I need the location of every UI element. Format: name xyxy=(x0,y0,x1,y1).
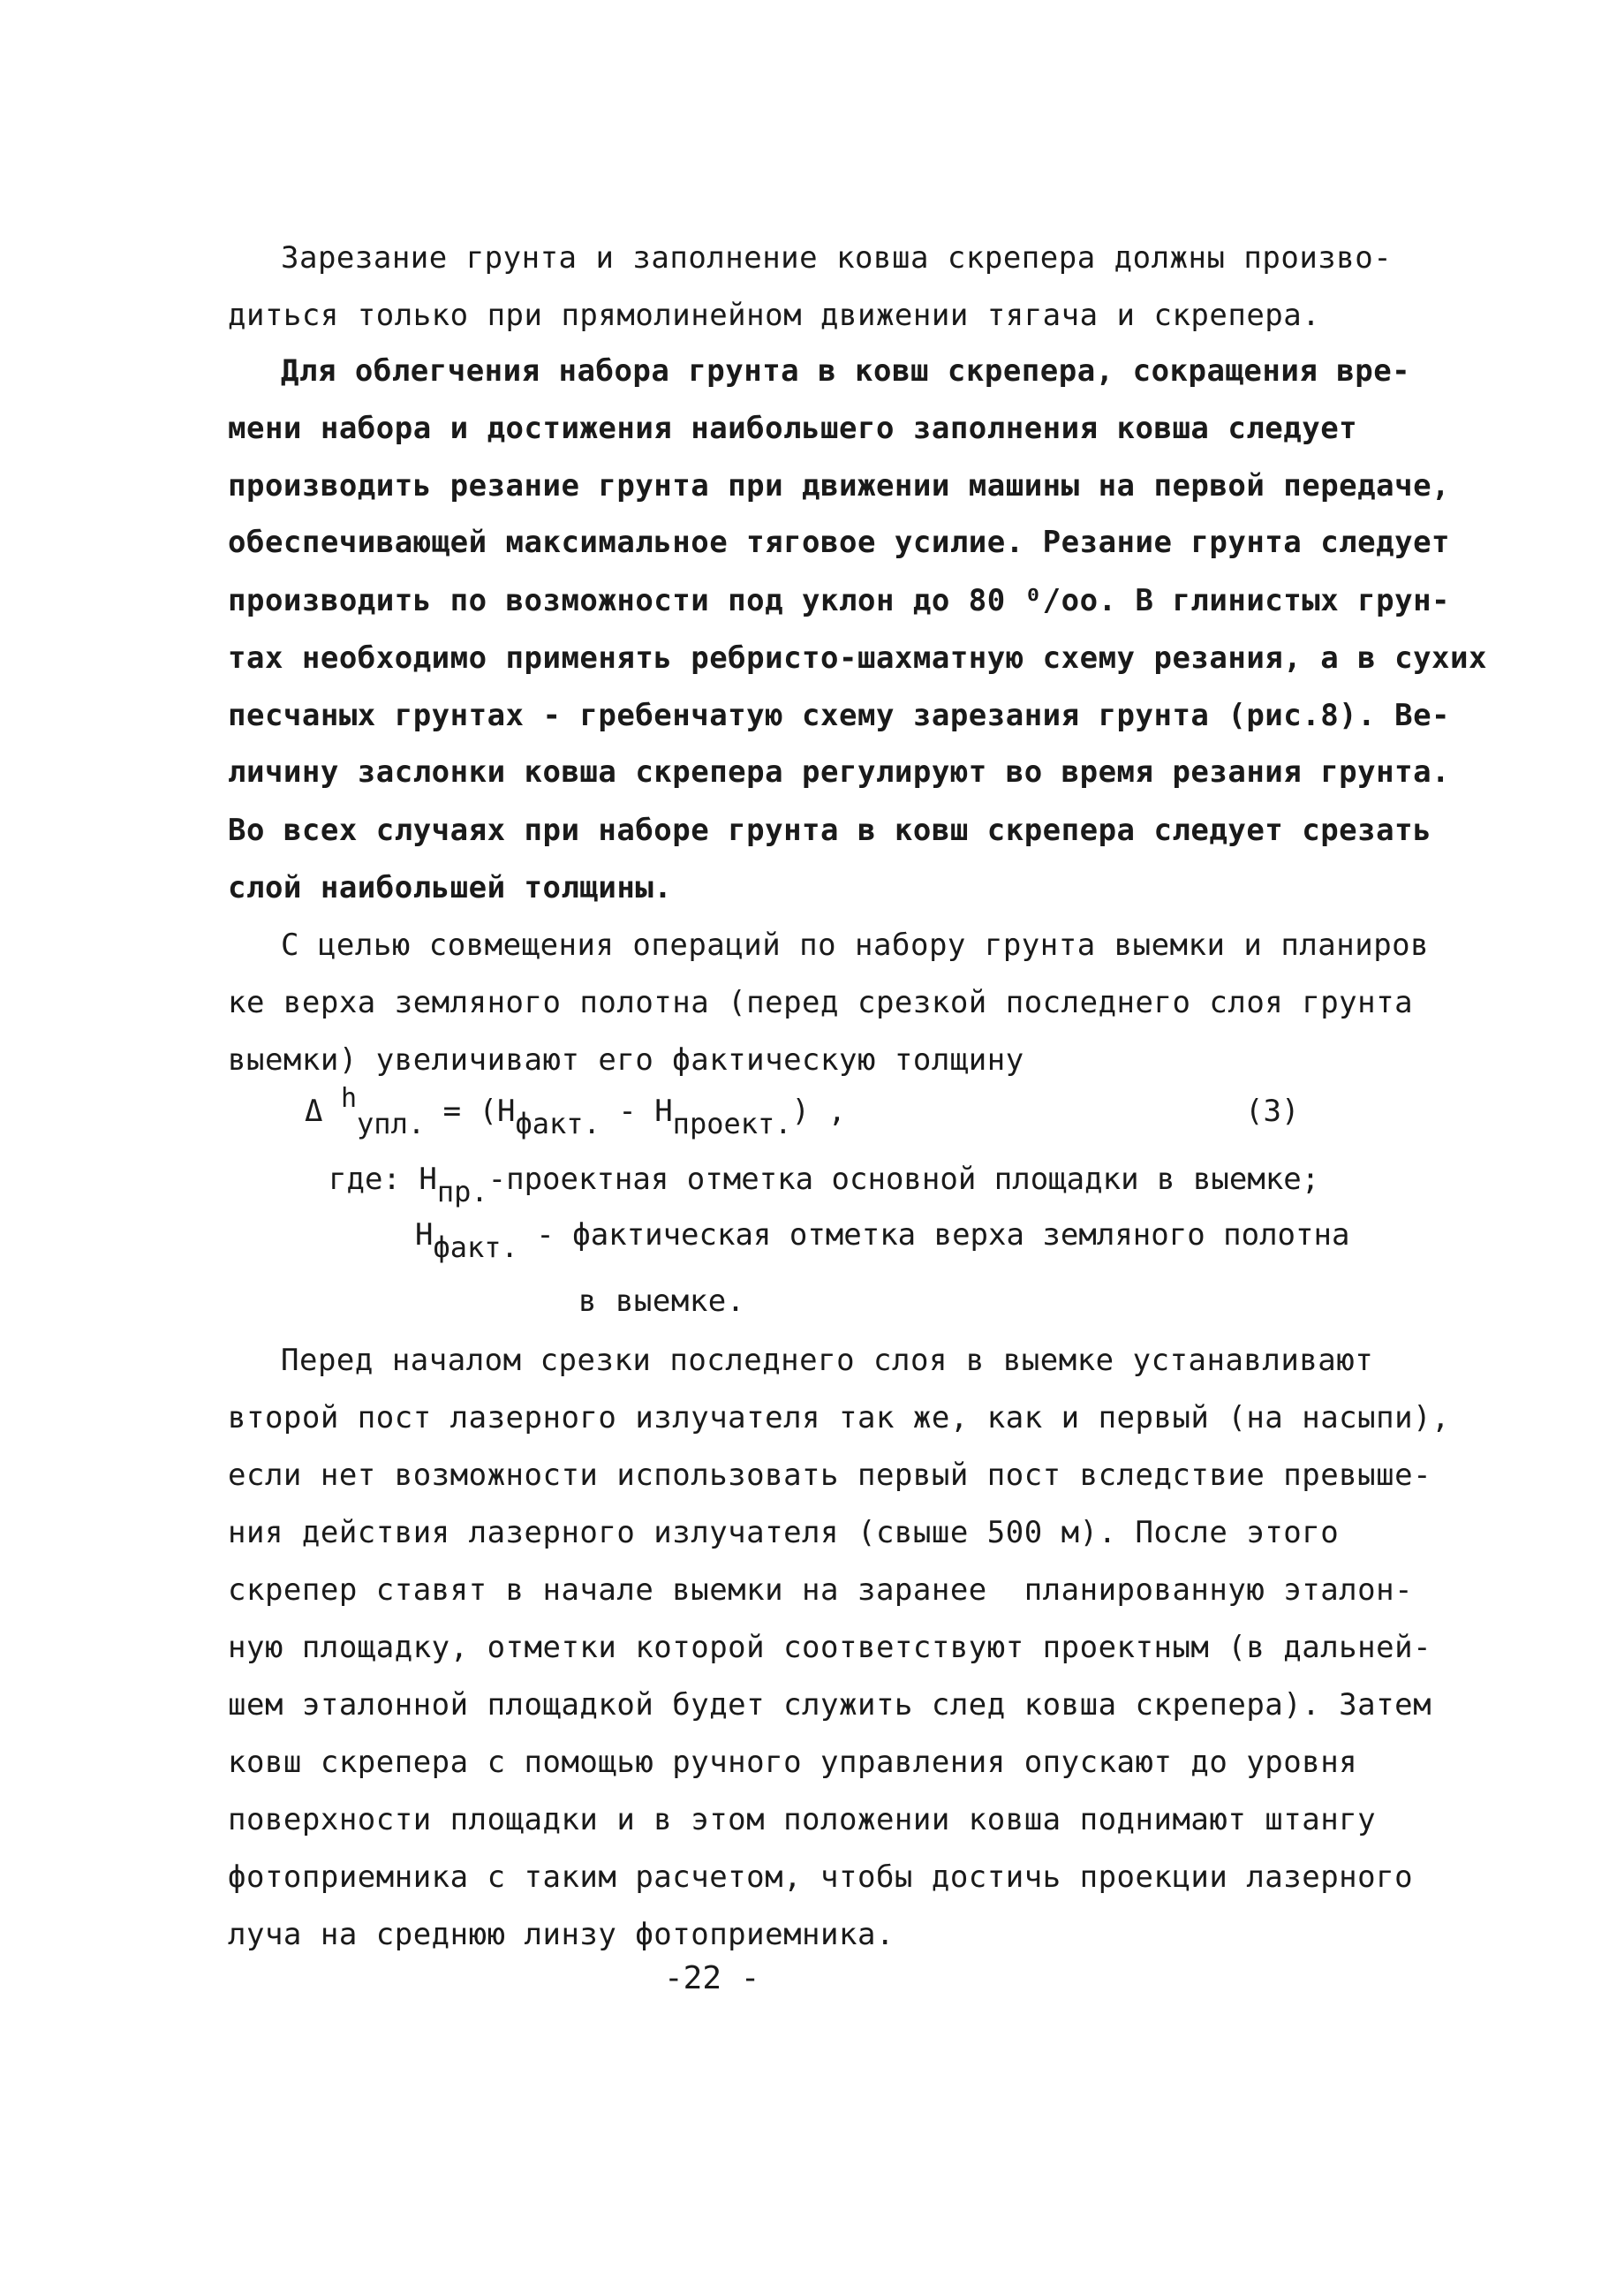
formula xyxy=(305,1083,846,1140)
paragraph3-line: выемки) увеличивают его фактическую толщину xyxy=(228,1042,1024,1078)
where-pr-desc: -проектная отметка основной площадки в выемке; xyxy=(487,1162,1320,1197)
formula-eq: = (H xyxy=(425,1094,516,1129)
paragraph4-line: ния действия лазерного излучателя (свыше 500 м). После этого xyxy=(228,1515,1340,1550)
delta-symbol: Δ xyxy=(305,1094,323,1129)
formula-minus: - H xyxy=(600,1094,673,1129)
formula-fact-subscript: факт. xyxy=(515,1107,601,1140)
paragraph1-line: Зарезание грунта и заполнение ковша скрепера должны произво- xyxy=(281,240,1393,276)
page-number: -22 - xyxy=(664,1960,760,1996)
paragraph4-line: если нет возможности использовать первый пост вследствие превыше- xyxy=(228,1458,1432,1493)
paragraph4-line: второй пост лазерного излучателя так же, как и первый (на насыпи), xyxy=(228,1400,1451,1435)
where-line-3: в выемке. xyxy=(578,1284,745,1319)
where-fact-desc: - фактическая отметка верха земляного полотна xyxy=(517,1217,1350,1253)
formula-proj-subscript: проект. xyxy=(672,1107,792,1140)
paragraph4-line: скрепер ставят в начале выемки на заранее планированную эталон- xyxy=(228,1572,1414,1608)
paragraph2-line: песчаных грунтах - гребенчатую схему зарезания грунта (рис.8). Ве- xyxy=(228,698,1451,733)
paragraph4-line: фотоприемника с таким расчетом, чтобы достичь проекции лазерного xyxy=(228,1859,1414,1895)
paragraph2-line: производить резание грунта при движении машины на первой передаче, xyxy=(228,468,1451,504)
paragraph4-line: луча на среднюю линзу фотоприемника. xyxy=(228,1917,895,1952)
formula-number: (3) xyxy=(1245,1094,1300,1129)
formula-h-subscript: упл. xyxy=(357,1107,426,1140)
paragraph2-line: обеспечивающей максимальное тяговое усилие. Резание грунта следует xyxy=(228,525,1451,560)
paragraph4-line: ковш скрепера с помощью ручного управления опускают до уровня xyxy=(228,1745,1358,1780)
paragraph2-line: слой наибольшей толщины. xyxy=(228,870,673,905)
paragraph2-line: мени набора и достижения наибольшего заполнения ковша следует xyxy=(228,411,1358,446)
paragraph4-line: поверхности площадки и в этом положении ковша поднимают штангу xyxy=(228,1802,1377,1837)
paragraph4-line: шем эталонной площадкой будет служить след ковша скрепера). Затем xyxy=(228,1687,1432,1723)
paragraph4-line: ную площадку, отметки которой соответствуют проектным (в дальней- xyxy=(228,1630,1432,1665)
paragraph2-line: Во всех случаях при наборе грунта в ковш скрепера следует срезать xyxy=(228,813,1432,848)
where-line-1 xyxy=(329,1162,1320,1208)
paragraph2-line: тах необходимо применять ребристо-шахматную схему резания, а в сухих xyxy=(228,640,1487,676)
paragraph4-line: Перед началом срезки последнего слоя в выемке устанавливают xyxy=(281,1343,1374,1378)
where-fact-h: H xyxy=(415,1217,434,1253)
where-line-2 xyxy=(415,1217,1350,1264)
paragraph3-line: ке верха земляного полотна (перед срезкой последнего слоя грунта xyxy=(228,985,1414,1020)
paragraph1-line: диться только при прямолинейном движении тягача и скрепера. xyxy=(228,298,1321,333)
where-label: где: H xyxy=(329,1162,437,1197)
formula-close: ) , xyxy=(791,1094,846,1129)
paragraph3-line: С целью совмещения операций по набору грунта выемки и планиров xyxy=(281,928,1430,963)
where-fact-subscript: факт. xyxy=(433,1231,518,1264)
formula-h: h xyxy=(340,1083,358,1114)
where-pr-subscript: пр. xyxy=(436,1175,488,1208)
paragraph2-line: производить по возможности под уклон до 80 ⁰/оо. В глинистых грун- xyxy=(228,583,1451,618)
paragraph2-line: личину заслонки ковша скрепера регулируют во время резания грунта. xyxy=(228,754,1451,790)
paragraph2-line: Для облегчения набора грунта в ковш скрепера, сокращения вре- xyxy=(281,353,1411,389)
